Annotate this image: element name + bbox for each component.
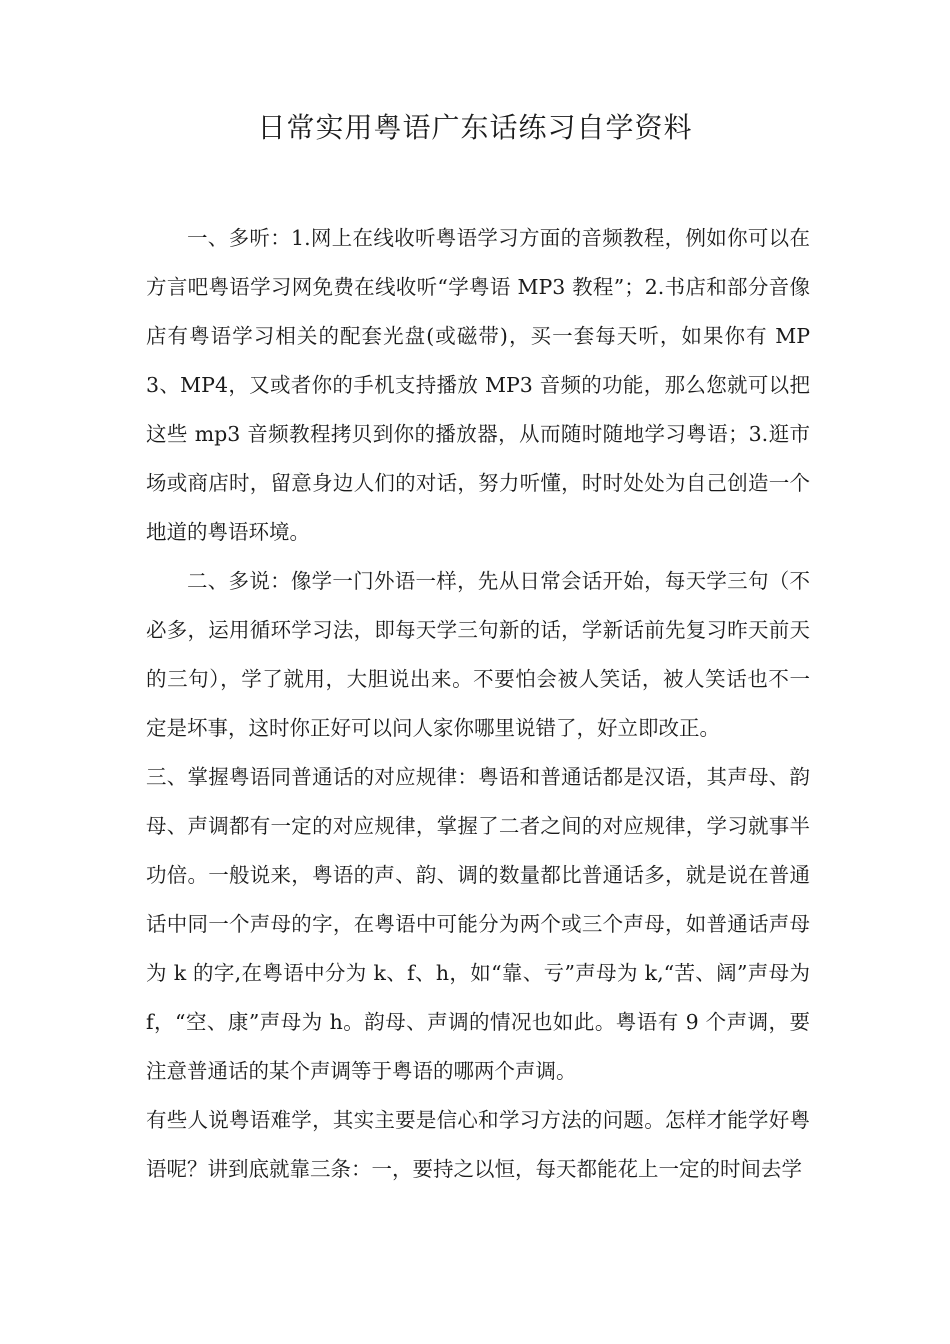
paragraph-speaking: 二、多说：像学一门外语一样，先从日常会话开始，每天学三句（不必多，运用循环学习法，即每天学三句新的话，学新话前先复习昨天前天的三句），学了就用，大胆说出来。不要怕会被人笑话，被人笑话也不一定是坏事，这时你正好可以问人家你哪里说错了，好立即改正。 bbox=[146, 569, 810, 740]
document-body bbox=[146, 214, 810, 1193]
paragraph-learning-methods: 有些人说粤语难学，其实主要是信心和学习方法的问题。怎样才能学好粤语呢？讲到底就靠三条：一，要持之以恒，每天都能花上一定的时间去学 bbox=[146, 1108, 810, 1181]
document-title: 日常实用粤语广东话练习自学资料 bbox=[257, 111, 693, 144]
paragraph-correspondence-rules: 三、掌握粤语同普通话的对应规律：粤语和普通话都是汉语，其声母、韵母、声调都有一定的对应规律，掌握了二者之间的对应规律，学习就事半功倍。一般说来，粤语的声、韵、调的数量都比普通话多，就是说在普通话中同一个声母的字，在粤语中可能分为两个或三个声母，如普通话声母为 k 的字,在粤语中分为 k、f、h，如“靠、亏”声母为 k,“苦、阔”声母为 f，“空、康”声母为 h。韵母、声调的情况也如此。粤语有 9 个声调，要注意普通话的某个声调等于粤语的哪两个声调。 bbox=[146, 765, 810, 1083]
paragraph-listening: 一、多听：1.网上在线收听粤语学习方面的音频教程，例如你可以在方言吧粤语学习网免费在线收听“学粤语 MP3 教程”；2.书店和部分音像店有粤语学习相关的配套光盘(或磁带)，买一套每天听，如果你有 MP3、MP4，又或者你的手机支持播放 MP3 音频的功能，那么您就可以把这些 mp3 音频教程拷贝到你的播放器，从而随时随地学习粤语；3.逛市场或商店时，留意身边人们的对话，努力听懂，时时处处为自己创造一个地道的粤语环境。 bbox=[146, 226, 810, 544]
